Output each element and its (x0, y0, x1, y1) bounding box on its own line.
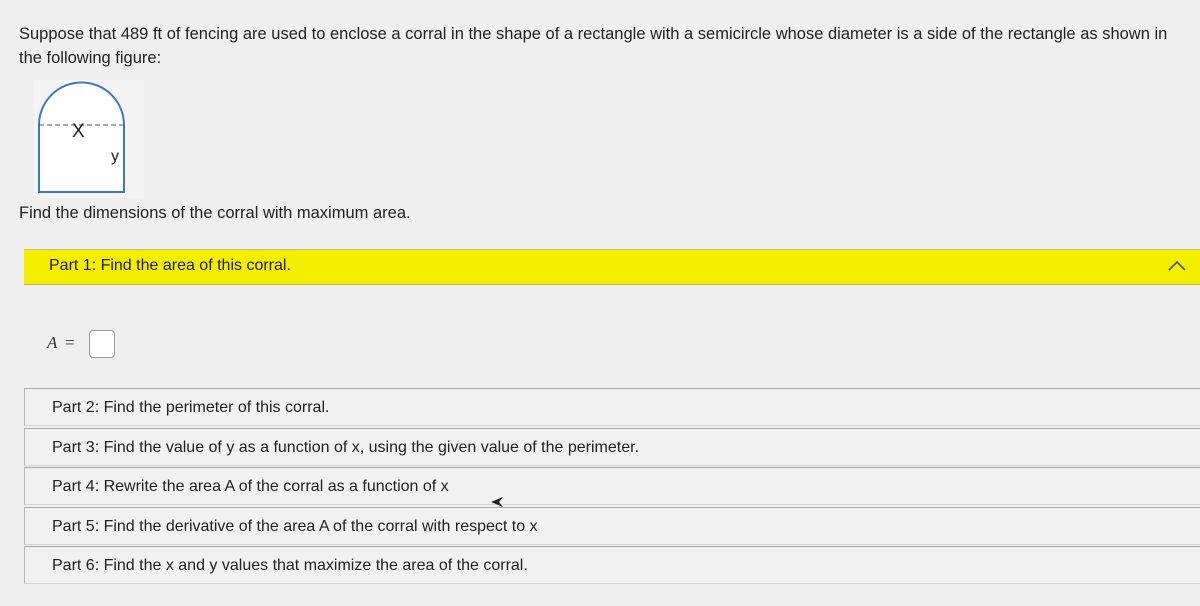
part-4-header[interactable] (24, 467, 1200, 505)
part-1-header[interactable] (24, 249, 1200, 285)
part-label: Part 3: Find the value of y as a function of x, using the given value of the perimeter. (52, 438, 640, 456)
corral-figure (34, 80, 144, 198)
part-1-label: Part 1: Find the area of this corral. (49, 257, 291, 274)
chevron-up-icon[interactable] (1167, 259, 1187, 273)
part-label: Part 4: Rewrite the area A of the corral as a function of x (52, 478, 449, 495)
part-2-header[interactable] (24, 388, 1200, 426)
part-3-header[interactable] (24, 428, 1200, 466)
corral-diagram (34, 80, 144, 198)
parts-list (24, 388, 1200, 586)
part-6-header[interactable] (24, 546, 1200, 584)
part-label: Part 5: Find the derivative of the area A of the corral with respect to x (52, 517, 538, 535)
y-label: y (111, 148, 119, 165)
area-answer-input[interactable] (89, 330, 115, 358)
x-label: X (72, 121, 85, 142)
question-text: Find the dimensions of the corral with maximum area. (19, 204, 411, 222)
equals-sign: = (65, 333, 75, 352)
area-variable: A (47, 333, 58, 352)
part-5-header[interactable] (24, 507, 1200, 545)
part-label: Part 6: Find the x and y values that maximize the area of the corral. (52, 557, 528, 574)
problem-statement: Suppose that 489 ft of fencing are used to enclose a corral in the shape of a rectangle with a semicircle whose diameter is a side of the rectangle as shown in the following figure: (19, 25, 1168, 67)
mouse-cursor-icon (491, 497, 505, 509)
part-label: Part 2: Find the perimeter of this corral. (52, 399, 330, 416)
